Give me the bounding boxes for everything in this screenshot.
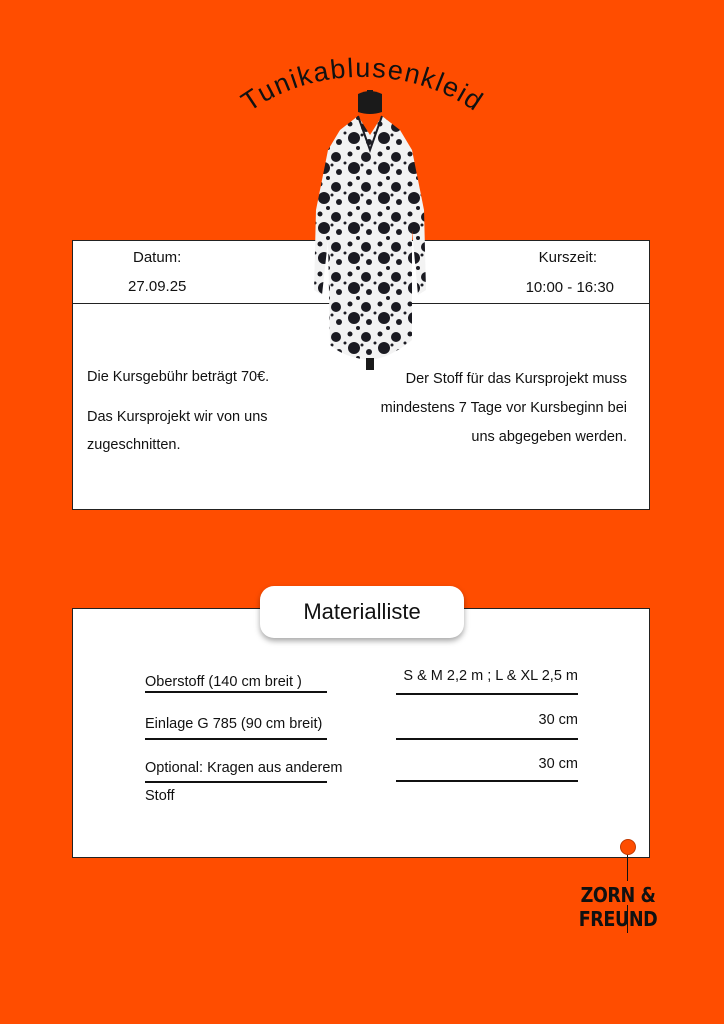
time-value: 10:00 - 16:30 bbox=[525, 279, 614, 296]
material-amount bbox=[378, 756, 578, 772]
material-name-underline bbox=[145, 691, 327, 693]
project-cut-text: Das Kursprojekt wir von uns zugeschnitten. bbox=[87, 409, 268, 453]
course-fee-text: Die Kursgebühr beträgt 70€. bbox=[87, 369, 270, 385]
material-amount-underline bbox=[396, 693, 578, 695]
material-name: Oberstoff (140 cm breit ) bbox=[145, 674, 302, 690]
dress-photo bbox=[300, 90, 440, 370]
logo-line-icon bbox=[627, 905, 628, 933]
material-name-underline bbox=[145, 781, 327, 783]
material-name-underline bbox=[145, 738, 327, 740]
material-amount bbox=[378, 712, 578, 728]
date-value: 27.09.25 bbox=[128, 278, 187, 295]
material-list-title: Materialliste bbox=[260, 586, 464, 638]
brand-logo-text: ZORN & FREUND bbox=[578, 883, 658, 931]
material-amount-text: S & M 2,2 m ; L & XL 2,5 m bbox=[403, 668, 578, 684]
material-amount-text: 30 cm bbox=[538, 712, 578, 728]
brand-logo bbox=[552, 835, 702, 935]
material-amount-underline bbox=[396, 738, 578, 740]
material-item bbox=[145, 710, 335, 738]
material-name: Einlage G 785 (90 cm breit) bbox=[145, 716, 323, 732]
date-label: Datum: bbox=[133, 249, 182, 266]
material-amount bbox=[378, 668, 578, 684]
logo-dot-icon bbox=[620, 839, 636, 855]
material-amount-text: 30 cm bbox=[538, 756, 578, 772]
material-name: Optional: Kragen aus anderem Stoff bbox=[145, 760, 343, 804]
fabric-deadline-text: Der Stoff für das Kursprojekt muss mindestens 7 Tage vor Kursbeginn bei uns abgegeben werden. bbox=[380, 371, 627, 445]
time-label: Kurszeit: bbox=[538, 249, 597, 266]
material-amount-underline bbox=[396, 780, 578, 782]
course-title-text: Tunikablusenkleid bbox=[235, 52, 490, 118]
